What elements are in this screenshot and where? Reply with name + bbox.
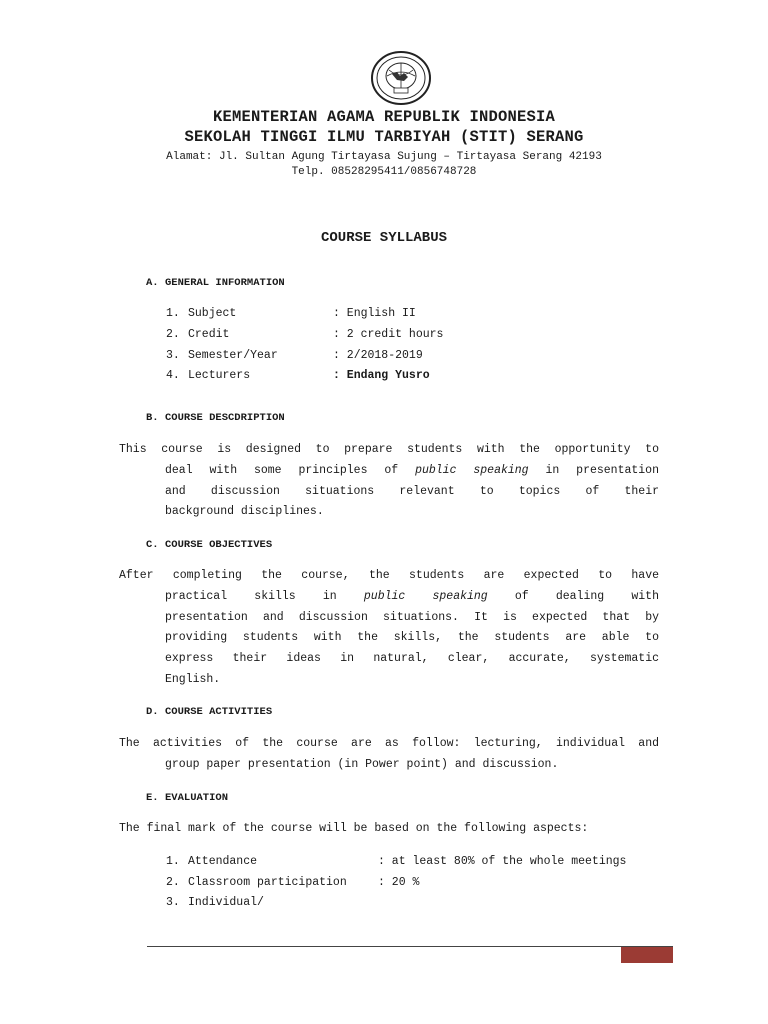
evaluation-item-individual: 3. Individual/ [166,896,264,909]
info-row-semester: 3. Semester/Year : 2/2018-2019 [166,349,423,362]
institution-phone: Telp. 08528295411/0856748728 [291,166,477,178]
footer-accent-block [621,947,673,963]
info-row-credit: 2. Credit : 2 credit hours [166,328,444,341]
course-description-paragraph: This course is designed to prepare students with the opportunity to deal with some principles of public speaking in presentation and discussion situations relevant to topics of their background disciplines. [119,443,659,519]
section-heading-general-information: A. GENERAL INFORMATION [146,277,285,289]
evaluation-item-attendance: 1. Attendance : at least 80% of the whole meetings [166,855,627,868]
evaluation-intro: The final mark of the course will be based on the following aspects: [119,822,589,835]
section-heading-evaluation: E. EVALUATION [146,792,229,804]
institution-name: SEKOLAH TINGGI ILMU TARBIYAH (STIT) SERANG [184,128,584,146]
course-activities-paragraph: The activities of the course are as follow: lecturing, individual and group paper presentation (in Power point) and discussion. [119,737,659,771]
section-heading-course-objectives: C. COURSE OBJECTIVES [146,539,273,551]
institution-logo [370,50,432,106]
footer-rule [147,946,673,947]
section-heading-course-activities: D. COURSE ACTIVITIES [146,706,273,718]
course-objectives-paragraph: After completing the course, the students are expected to have practical skills in public speaking of dealing with presentation and discussion situations. It is expected that by providing students with the skills, the students are able to express their ideas in natural, clear, accurate, systematic English. [119,569,659,686]
section-heading-course-description: B. COURSE DESCDRIPTION [146,412,285,424]
info-row-lecturers: 4. Lecturers : Endang Yusro [166,369,430,382]
info-row-subject: 1. Subject : English II [166,307,416,320]
institution-address: Alamat: Jl. Sultan Agung Tirtayasa Sujung – Tirtayasa Serang 42193 [166,151,602,163]
document-title: COURSE SYLLABUS [320,230,448,246]
ministry-name: KEMENTERIAN AGAMA REPUBLIK INDONESIA [212,108,556,126]
evaluation-item-participation: 2. Classroom participation : 20 % [166,876,420,889]
